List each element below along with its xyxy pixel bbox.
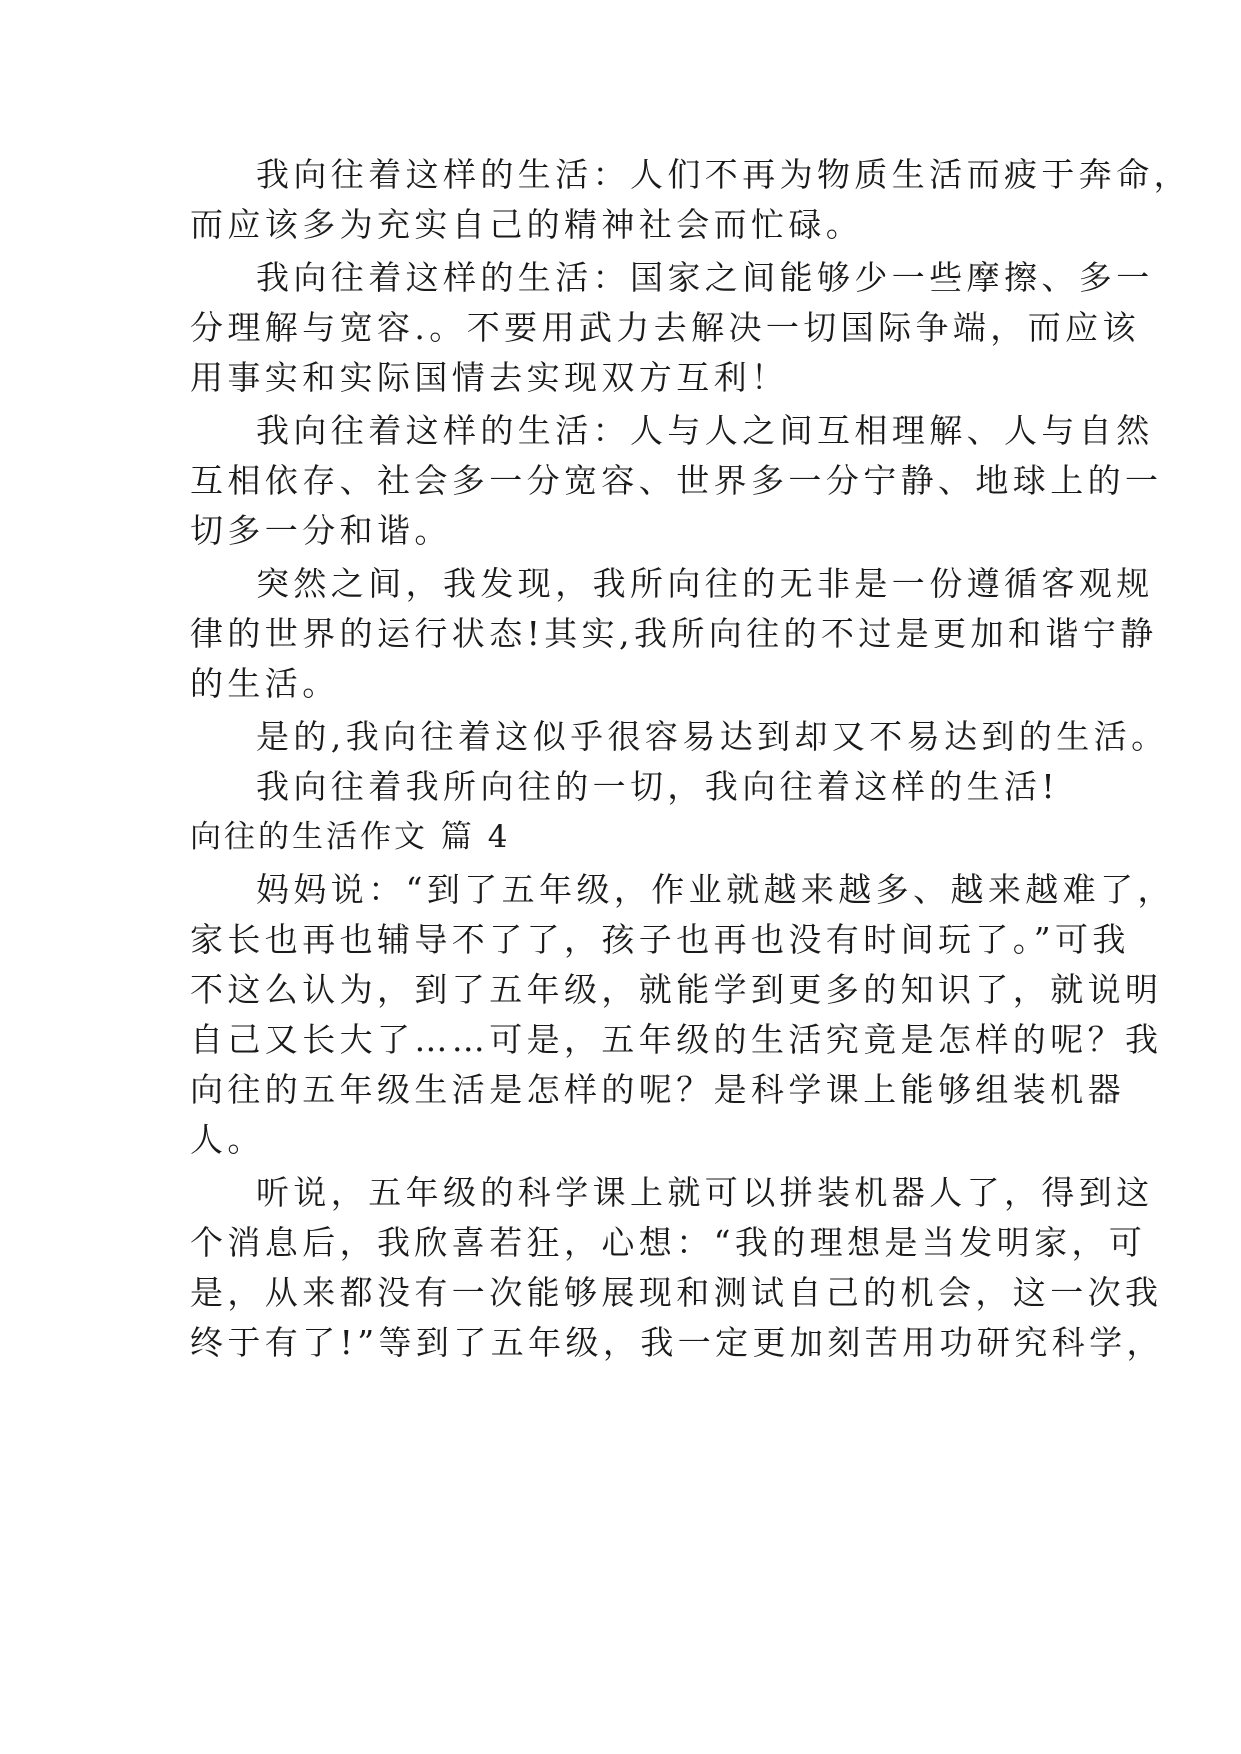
paragraph-line: 自己又长大了……可是，五年级的生活究竟是怎样的呢？我 (190, 1020, 1163, 1059)
paragraph-line: 而应该多为充实自己的精神社会而忙碌。 (190, 205, 864, 244)
paragraph-line: 终于有了!”等到了五年级，我一定更加刻苦用功研究科学， (190, 1323, 1164, 1362)
paragraph-line: 我向往着我所向往的一切，我向往着这样的生活! (256, 767, 1060, 806)
paragraph-line: 分理解与宽容.。不要用武力去解决一切国际争端，而应该 (190, 308, 1140, 347)
paragraph-line: 我向往着这样的生活：人们不再为物质生活而疲于奔命， (256, 155, 1191, 194)
paragraph-line: 互相依存、社会多一分宽容、世界多一分宁静、地球上的一 (190, 461, 1163, 500)
paragraph-line: 律的世界的运行状态!其实,我所向往的不过是更加和谐宁静 (190, 614, 1158, 653)
paragraph-line: 切多一分和谐。 (190, 511, 452, 550)
paragraph-line: 家长也再也辅导不了了，孩子也再也没有时间玩了。”可我 (190, 920, 1130, 959)
section-heading: 向往的生活作文 篇 4 (190, 819, 511, 855)
paragraph-line: 听说，五年级的科学课上就可以拼装机器人了，得到这 (256, 1173, 1154, 1212)
paragraph-line: 我向往着这样的生活：国家之间能够少一些摩擦、多一 (256, 258, 1154, 297)
paragraph-line: 突然之间，我发现，我所向往的无非是一份遵循客观规 (256, 564, 1154, 603)
paragraph-line: 向往的五年级生活是怎样的呢？是科学课上能够组装机器 (190, 1070, 1125, 1109)
paragraph-line: 是的,我向往着这似乎很容易达到却又不易达到的生活。 (256, 717, 1169, 756)
paragraph-line: 妈妈说：“到了五年级，作业就越来越多、越来越难了， (256, 870, 1175, 909)
paragraph-line: 的生活。 (190, 664, 340, 703)
paragraph-line: 不这么认为，到了五年级，就能学到更多的知识了，就说明 (190, 970, 1163, 1009)
paragraph-line: 用事实和实际国情去实现双方互利！ (190, 358, 789, 397)
paragraph-line: 我向往着这样的生活：人与人之间互相理解、人与自然 (256, 411, 1154, 450)
paragraph-line: 是，从来都没有一次能够展现和测试自己的机会，这一次我 (190, 1273, 1163, 1312)
paragraph-line: 人。 (190, 1120, 265, 1159)
paragraph-line: 个消息后，我欣喜若狂，心想：“我的理想是当发明家，可 (190, 1223, 1147, 1262)
